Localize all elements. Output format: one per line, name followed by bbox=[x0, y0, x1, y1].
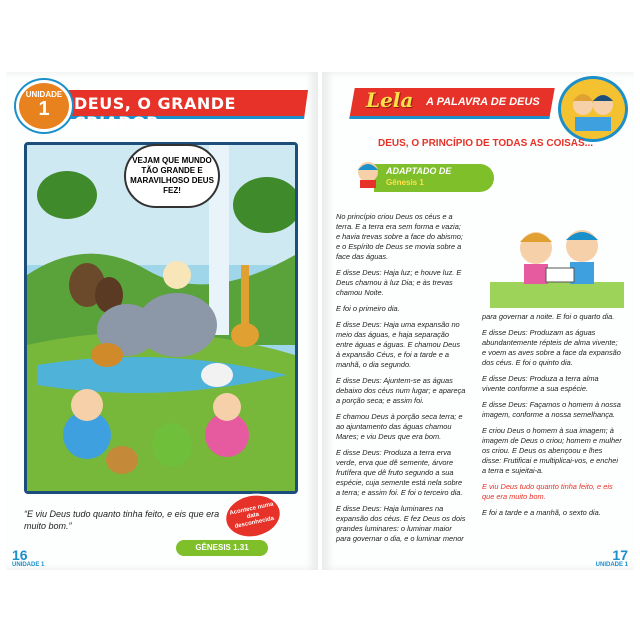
kids-reading-icon bbox=[558, 76, 628, 142]
page-number-left bbox=[12, 548, 44, 568]
speech-bubble: VEJAM QUE MUNDO TÃO GRANDE E MARAVILHOSO DEUS FEZ! bbox=[124, 144, 220, 208]
unit-number: 1 bbox=[38, 98, 50, 120]
unit-label: UNIDADE bbox=[25, 90, 63, 99]
verse-caption: “E viu Deus tudo quanto tinha feito, e eis que era muito bom.” bbox=[24, 509, 220, 531]
verse-paragraph: E disse Deus: Produza a terra alma vivente conforme a sua espécie. bbox=[482, 374, 599, 393]
scripture-column-right bbox=[482, 312, 622, 524]
unit-badge bbox=[16, 80, 72, 132]
verse-paragraph: E chamou Deus à porção seca terra; e ao ajuntamento das águas chamou Mares; e viu Deus que era bom. bbox=[336, 412, 463, 441]
scripture-column-left bbox=[336, 212, 466, 550]
page-title: DEUS, O GRANDE CRIADOR bbox=[74, 94, 236, 132]
verse-paragraph: E criou Deus o homem à sua imagem; à imagem de Deus o criou; homem e mulher os criou. E Deus os abençoou e lhes disse: Frutificai e multiplicai-vos, e enchei a terra e sujeitai-a. bbox=[482, 426, 622, 475]
verse-paragraph: E disse Deus: Ajuntem-se as águas debaixo dos céus num lugar; e apareça a porção seca; e assim foi. bbox=[336, 376, 466, 405]
verse-paragraph: E disse Deus: Produzam as águas abundantemente répteis de alma vivente; e voem as aves sobre a face da expansão dos céus. E foi o quinto dia. bbox=[482, 328, 621, 367]
page-number: 16 bbox=[12, 547, 28, 563]
adapted-reference: Gênesis 1 bbox=[386, 178, 424, 187]
verse-paragraph: E disse Deus: Haja uma expansão no meio das águas, e haja separação entre águas e águas. E chamou Deus à expansão Céus, e foi a tarde e a manhã, o dia segundo. bbox=[336, 320, 461, 369]
logo-subtitle: A PALAVRA DE DEUS bbox=[426, 96, 540, 108]
page-number: 17 bbox=[612, 547, 628, 563]
right-page bbox=[322, 72, 634, 570]
kids-reading-illustration bbox=[490, 212, 624, 308]
closing-verse: E foi a tarde e a manhã, o sexto dia. bbox=[482, 508, 601, 517]
adapted-label: ADAPTADO DE bbox=[386, 166, 452, 176]
verse-paragraph: E disse Deus: Produza a terra erva verde, erva que dê semente, árvore frutífera que dê fruto segundo a sua espécie, cuja semente está nela sobre a terra; e assim foi. E foi o terceiro dia. bbox=[336, 448, 463, 497]
highlighted-verse: E viu Deus tudo quanto tinha feito, e eis que era muito bom. bbox=[482, 482, 613, 501]
boy-reading-icon bbox=[352, 158, 384, 190]
lela-logo: Lela bbox=[366, 88, 414, 112]
date-sticker: Acontece numa data desconhecida bbox=[220, 488, 286, 543]
section-title: DEUS, O PRINCÍPIO DE TODAS AS COISAS... bbox=[378, 138, 594, 149]
verse-paragraph: E disse Deus: Façamos o homem à nossa imagem, conforme a nossa semelhança. bbox=[482, 400, 621, 419]
footer-unit: UNIDADE 1 bbox=[12, 562, 45, 568]
footer-unit: UNIDADE 1 bbox=[595, 562, 628, 568]
verse-reference: GÊNESIS 1.31 bbox=[176, 540, 268, 556]
page-number-right bbox=[592, 548, 628, 568]
verse-paragraph: E disse Deus: Haja luminares na expansão dos céus. E fez Deus os dois grandes luminares: o luminar maior para governar o dia, e o luminar menor bbox=[336, 504, 466, 543]
verse-paragraph: E disse Deus: Haja luz; e houve luz. E Deus chamou à luz Dia; e às trevas chamou Noite. bbox=[336, 268, 462, 297]
verse-paragraph: E foi o primeiro dia. bbox=[336, 304, 400, 313]
verse-paragraph: No princípio criou Deus os céus e a terra. E a terra era sem forma e vazia; e havia trevas sobre a face do abismo; e o Espírito de Deus se movia sobre a face das águas. bbox=[336, 212, 463, 261]
verse-paragraph: para governar a noite. E foi o quarto dia. bbox=[482, 312, 615, 321]
left-page bbox=[6, 72, 318, 570]
